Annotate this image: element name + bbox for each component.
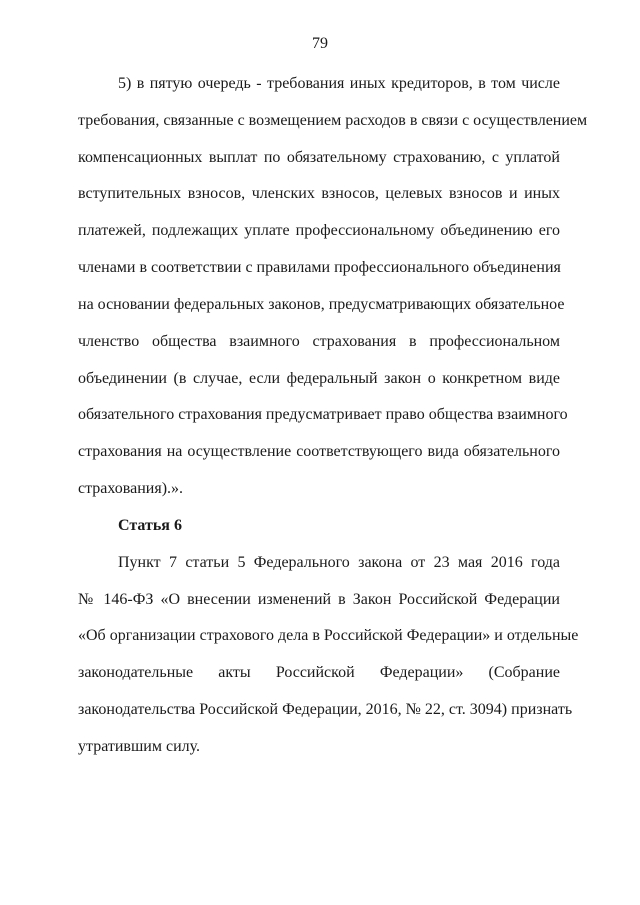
paragraph-line: платежей, подлежащих уплате профессиональному объединению его — [78, 222, 560, 239]
paragraph-line: объединении (в случае, если федеральный закон о конкретном виде — [78, 370, 560, 387]
paragraph-line: страхования на осуществление соответствующего вида обязательного — [78, 443, 560, 460]
paragraph-line: на основании федеральных законов, предусматривающих обязательное — [78, 296, 565, 313]
paragraph-line: Пункт 7 статьи 5 Федерального закона от 23 мая 2016 года — [118, 554, 560, 571]
paragraph-line: компенсационных выплат по обязательному страхованию, с уплатой — [78, 149, 560, 166]
paragraph-line: законодательные акты Российской Федерации» (Собрание — [78, 664, 560, 681]
paragraph-line: «Об организации страхового дела в Российской Федерации» и отдельные — [78, 627, 579, 644]
paragraph-line: членство общества взаимного страхования в профессиональном — [78, 333, 560, 350]
paragraph-line: вступительных взносов, членских взносов, целевых взносов и иных — [78, 185, 560, 202]
page-number: 79 — [312, 35, 328, 52]
paragraph-line: законодательства Российской Федерации, 2016, № 22, ст. 3094) признать — [78, 701, 573, 718]
paragraph-line: 5) в пятую очередь - требования иных кредиторов, в том числе — [118, 75, 560, 92]
paragraph-line: членами в соответствии с правилами профессионального объединения — [78, 259, 561, 276]
article-heading: Статья 6 — [118, 517, 182, 534]
paragraph-line: № 146-ФЗ «О внесении изменений в Закон Российской Федерации — [78, 591, 560, 608]
paragraph-line: требования, связанные с возмещением расходов в связи с осуществлением — [78, 112, 588, 129]
paragraph-line: страхования).». — [78, 480, 184, 497]
paragraph-line: утратившим силу. — [78, 738, 201, 755]
paragraph-line: обязательного страхования предусматривает право общества взаимного — [78, 406, 568, 423]
